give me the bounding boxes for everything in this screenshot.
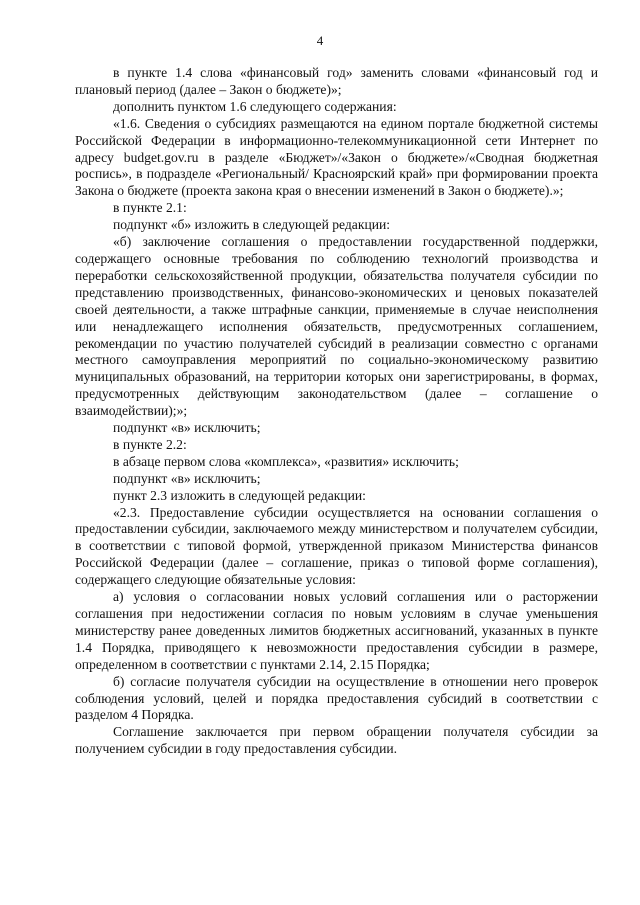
paragraph: Соглашение заключается при первом обращении получателя субсидии за получением субсидии в году предоставления субсидии. bbox=[75, 724, 598, 757]
paragraph: в пункте 1.4 слова «финансовый год» заменить словами «финансовый год и плановый период (далее – Закон о бюджете)»; bbox=[75, 65, 598, 97]
paragraph: дополнить пунктом 1.6 следующего содержания: bbox=[113, 98, 397, 114]
paragraph: б) согласие получателя субсидии на осуществление в отношении него проверок соблюдения условий, целей и порядка предоставления субсидий в соответствии с разделом 4 Порядка. bbox=[75, 673, 598, 723]
paragraph: пункт 2.3 изложить в следующей редакции: bbox=[113, 487, 366, 503]
paragraph: подпункт «в» исключить; bbox=[113, 420, 261, 436]
paragraph: «1.6. Сведения о субсидиях размещаются на едином портале бюджетной системы Российской Федерации в информационно-телекоммуникационной сети Интернет по адресу budget.gov.ru в разделе «Бюджет»/«Закон о бюджете»/«Сводная бюджетная роспись», в подразделе «Региональный/ Красноярский край» при формировании проекта Закона о бюджете (проекта закона края о внесении изменений в Закон о бюджете).»; bbox=[75, 115, 598, 199]
document-body bbox=[75, 65, 598, 758]
paragraph: в абзаце первом слова «комплекса», «развития» исключить; bbox=[113, 453, 459, 469]
paragraph: подпункт «б» изложить в следующей редакции: bbox=[113, 217, 391, 233]
paragraph: в пункте 2.2: bbox=[113, 436, 187, 452]
paragraph: подпункт «в» исключить; bbox=[113, 470, 261, 486]
paragraph: «2.3. Предоставление субсидии осуществляется на основании соглашения о предоставлении субсидии, заключаемого между министерством и получателем субсидии, в соответствии с типовой формой, утвержденной приказом Министерства финансов Российской Федерации (далее – соглашение, приказ о типовой форме соглашения), содержащего следующие обязательные условия: bbox=[75, 504, 598, 588]
paragraph: в пункте 2.1: bbox=[113, 200, 187, 216]
paragraph: «б) заключение соглашения о предоставлении государственной поддержки, содержащего основные требования по соблюдению технологий производства и переработки сельскохозяйственной продукции, обязательства получателя субсидии по представлению производственных, финансово-экономических и ценовых показателей своей деятельности, а также штрафные санкции, применяемые в случае неисполнения или ненадлежащего исполнения обязательств, предусмотренных соглашением, рекомендации по участию получателей субсидий в реализации совместно с органами местного самоуправления мероприятий по социально-экономическому развитию муниципальных образований, на территории которых они зарегистрированы, в формах, предусмотренных действующим законодательством (далее – соглашение о взаимодействии);»; bbox=[75, 234, 598, 419]
paragraph: а) условия о согласовании новых условий соглашения или о расторжении соглашения при недостижении согласия по новым условиям в случае уменьшения министерству ранее доведенных лимитов бюджетных ассигнований, указанных в пункте 1.4 Порядка, приводящего к невозможности предоставления субсидии в размере, определенном в соответствии с пунктами 2.14, 2.15 Порядка; bbox=[75, 589, 598, 672]
page-number: 4 bbox=[316, 33, 324, 48]
